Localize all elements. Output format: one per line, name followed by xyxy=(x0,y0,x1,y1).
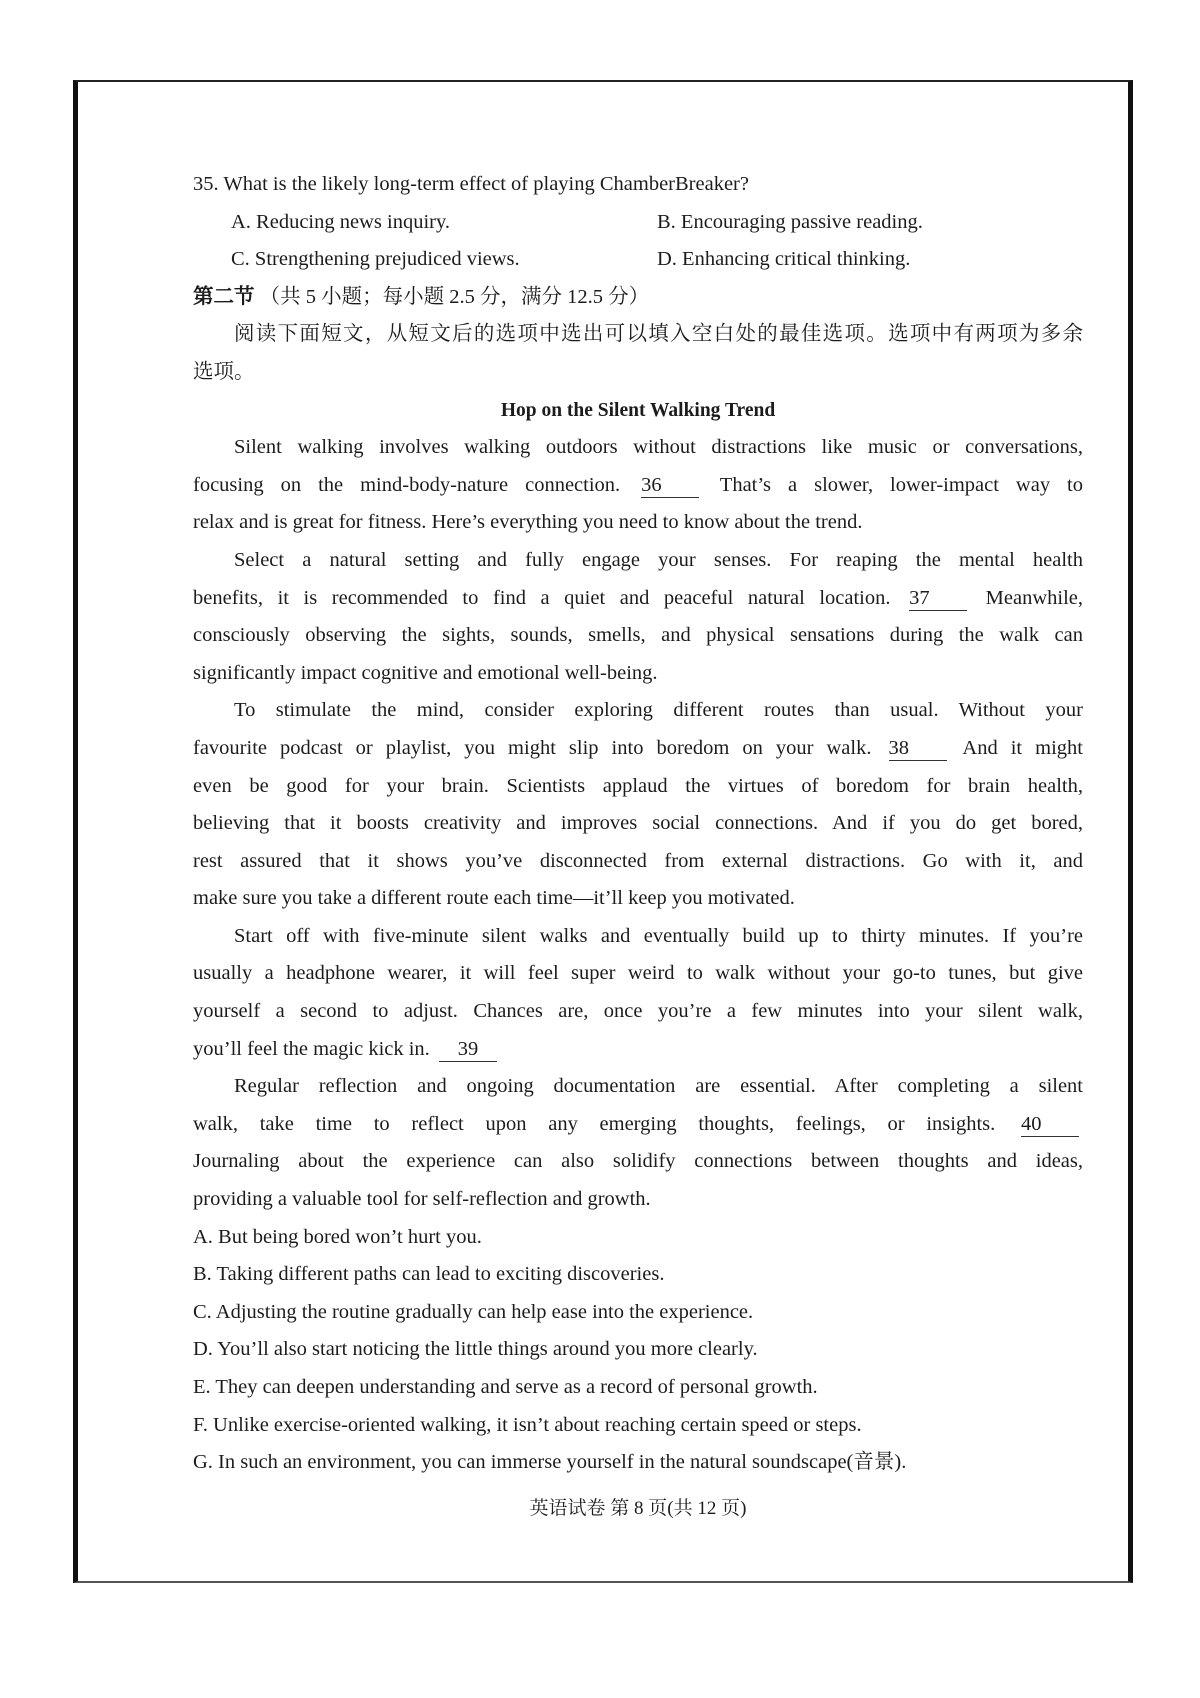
choice-f: F. Unlike exercise-oriented walking, it isn’t about reaching certain speed or steps. xyxy=(193,1413,862,1436)
option-d: D. Enhancing critical thinking. xyxy=(657,248,911,271)
blank-37: 37 xyxy=(909,586,967,611)
p4-line-3: yourself a second to adjust. Chances are, once you’re a few minutes into your silent walk, xyxy=(193,1000,1083,1023)
p3-line-2-text-b: And it might xyxy=(962,736,1083,759)
p1-line-2-text-a: focusing on the mind-body-nature connection. xyxy=(193,473,621,496)
option-c: C. Strengthening prejudiced views. xyxy=(231,248,520,271)
question-35-stem: 35. What is the likely long-term effect of playing ChamberBreaker? xyxy=(193,173,749,195)
option-b: B. Encouraging passive reading. xyxy=(657,210,923,233)
p2-line-1: Select a natural setting and fully engage your senses. For reaping the mental health xyxy=(234,548,1083,571)
p3-line-2-text-a: favourite podcast or playlist, you might slip into boredom on your walk. xyxy=(193,736,872,759)
section-instruction-line-1: 阅读下面短文，从短文后的选项中选出可以填入空白处的最佳选项。选项中有两项为多余 xyxy=(234,323,1083,346)
passage-title: Hop on the Silent Walking Trend xyxy=(500,399,776,421)
p1-line-3: relax and is great for fitness. Here’s everything you need to know about the trend. xyxy=(193,511,863,534)
blank-40: 40 xyxy=(1021,1112,1079,1137)
p5-line-1: Regular reflection and ongoing documentation are essential. After completing a silent xyxy=(234,1075,1083,1098)
p2-line-2-text-a: benefits, it is recommended to find a quiet and peaceful natural location. xyxy=(193,586,891,609)
p5-line-3: Journaling about the experience can also solidify connections between thoughts and ideas, xyxy=(193,1150,1083,1173)
section-heading xyxy=(193,279,1083,317)
p3-line-2 xyxy=(193,730,1083,768)
blank-36: 36 xyxy=(641,473,699,498)
p2-line-2 xyxy=(193,580,1083,618)
question-35-options-row-1 xyxy=(193,204,1083,242)
choice-e: E. They can deepen understanding and serve as a record of personal growth. xyxy=(193,1376,818,1398)
p5-line-4: providing a valuable tool for self-reflection and growth. xyxy=(193,1188,651,1211)
section-instruction-line-2: 选项。 xyxy=(193,360,255,383)
p3-line-5: rest assured that it shows you’ve disconnected from external distractions. Go with it, and xyxy=(193,849,1083,872)
p3-line-1: To stimulate the mind, consider exploring different routes than usual. Without your xyxy=(234,699,1083,722)
blank-38: 38 xyxy=(889,736,947,761)
p3-line-3: even be good for your brain. Scientists applaud the virtues of boredom for brain health, xyxy=(193,774,1083,797)
choice-g: G. In such an environment, you can immerse yourself in the natural soundscape(音景). xyxy=(193,1451,907,1474)
choice-a: A. But being bored won’t hurt you. xyxy=(193,1225,482,1248)
section-label: 第二节 xyxy=(193,285,255,308)
p3-line-6: make sure you take a different route each time—it’ll keep you motivated. xyxy=(193,887,795,910)
choice-b: B. Taking different paths can lead to exciting discoveries. xyxy=(193,1263,665,1286)
blank-39: 39 xyxy=(439,1037,497,1062)
p2-line-2-text-b: Meanwhile, xyxy=(985,586,1083,609)
p2-line-3: consciously observing the sights, sounds, smells, and physical sensations during the walk can xyxy=(193,624,1083,647)
option-a: A. Reducing news inquiry. xyxy=(231,210,451,233)
p5-line-2 xyxy=(193,1106,1083,1144)
exam-page-content xyxy=(193,166,1083,1527)
question-35-options-row-2 xyxy=(193,241,1083,279)
p1-line-2 xyxy=(193,467,1083,505)
p4-line-1: Start off with five-minute silent walks and eventually build up to thirty minutes. If you’re xyxy=(234,924,1083,947)
p2-line-4: significantly impact cognitive and emotional well-being. xyxy=(193,661,658,684)
section-note: （共 5 小题；每小题 2.5 分，满分 12.5 分） xyxy=(259,285,650,308)
p4-line-4-text: you’ll feel the magic kick in. xyxy=(193,1037,430,1060)
choice-c: C. Adjusting the routine gradually can help ease into the experience. xyxy=(193,1300,754,1323)
p4-line-4 xyxy=(193,1031,1083,1069)
p3-line-4: believing that it boosts creativity and improves social connections. And if you do get bored, xyxy=(193,812,1083,835)
p1-line-2-text-b: That’s a slower, lower-impact way to xyxy=(719,473,1083,496)
p1-line-1: Silent walking involves walking outdoors without distractions like music or conversations, xyxy=(234,436,1083,459)
choice-d: D. You’ll also start noticing the little things around you more clearly. xyxy=(193,1338,758,1361)
page-footer: 英语试卷 第 8 页(共 12 页) xyxy=(529,1497,747,1519)
p5-line-2-text: walk, take time to reflect upon any emerging thoughts, feelings, or insights. xyxy=(193,1112,996,1135)
p4-line-2: usually a headphone wearer, it will feel super weird to walk without your go-to tunes, but give xyxy=(193,962,1083,985)
